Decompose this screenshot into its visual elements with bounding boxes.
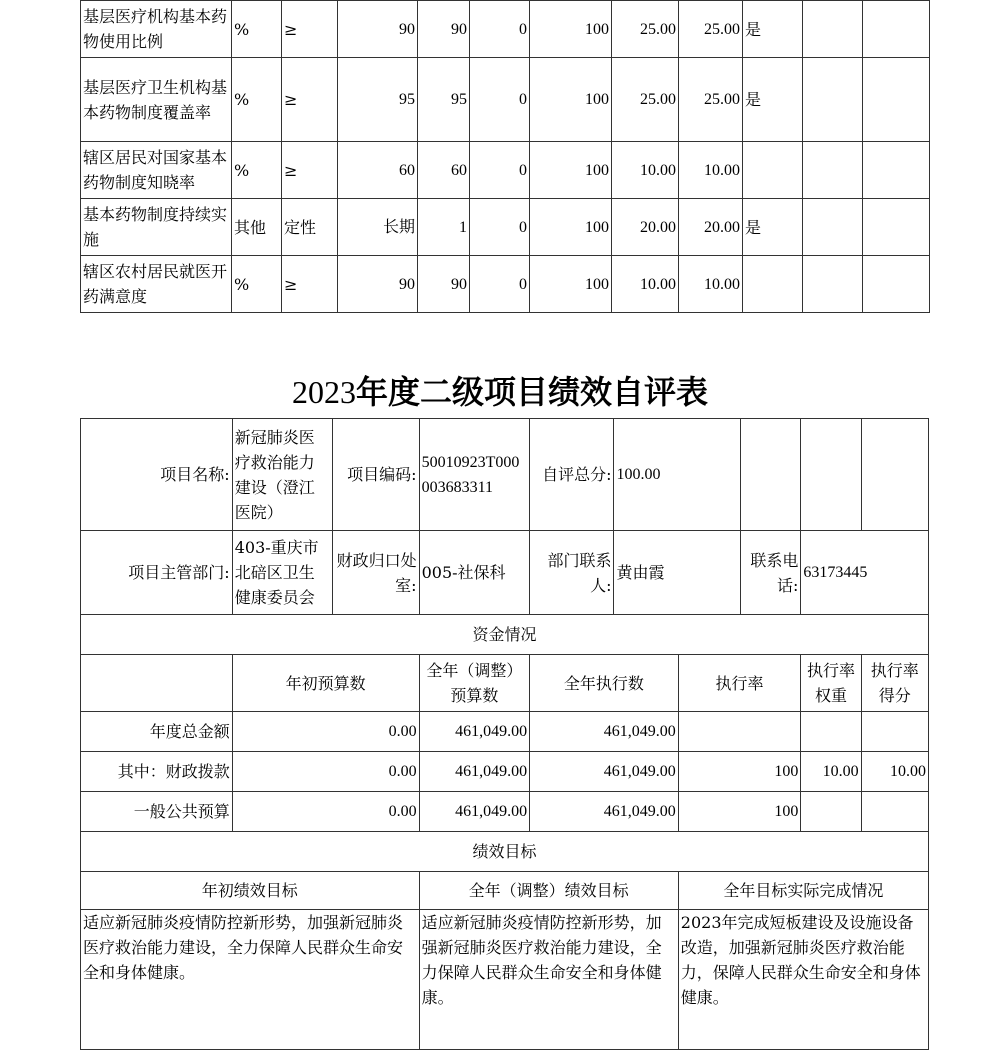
indicator-weight: 10.00	[612, 142, 679, 199]
indicator-actual: 60	[418, 142, 470, 199]
indicator-row	[81, 256, 930, 313]
indicator-operator: ≥	[282, 1, 338, 58]
funds-row-label: 其中：财政拨款	[81, 752, 233, 792]
indicator-target: 90	[338, 256, 418, 313]
indicator-operator: ≥	[282, 58, 338, 142]
funds-rate: 100	[678, 792, 801, 832]
indicator-operator: ≥	[282, 142, 338, 199]
funds-adjusted: 461,049.00	[419, 792, 530, 832]
funds-initial: 0.00	[232, 752, 419, 792]
title-text: 年度二级项目绩效自评表	[355, 373, 708, 411]
indicator-name: 辖区居民对国家基本药物制度知晓率	[81, 142, 232, 199]
indicator-table	[80, 0, 930, 313]
goals-actual-header: 全年目标实际完成情况	[678, 872, 928, 910]
phone-label: 联系电话:	[741, 531, 801, 615]
funds-rate: 100	[678, 752, 801, 792]
indicator-row	[81, 142, 930, 199]
indicator-unit: %	[232, 58, 282, 142]
indicator-deviation: 0	[470, 142, 530, 199]
goals-section-row	[81, 832, 929, 872]
indicator-name: 基层医疗卫生机构基本药物制度覆盖率	[81, 58, 232, 142]
empty-cell	[741, 419, 801, 531]
empty-cell	[863, 1, 930, 58]
indicator-target: 60	[338, 142, 418, 199]
funds-row-label: 年度总金额	[81, 712, 233, 752]
project-name-value: 新冠肺炎医疗救治能力建设（澄江医院）	[232, 419, 332, 531]
indicator-row	[81, 199, 930, 256]
funds-score	[861, 712, 928, 752]
indicator-name: 基层医疗机构基本药物使用比例	[81, 1, 232, 58]
indicator-row	[81, 58, 930, 142]
header-rate: 执行率	[678, 655, 801, 712]
indicator-unit: %	[232, 256, 282, 313]
indicator-rate: 100	[530, 58, 612, 142]
indicator-operator: ≥	[282, 256, 338, 313]
funds-adjusted: 461,049.00	[419, 712, 530, 752]
funds-header-row	[81, 655, 929, 712]
empty-cell	[863, 199, 930, 256]
indicator-score: 10.00	[679, 256, 743, 313]
project-code-label: 项目编码:	[333, 419, 419, 531]
funds-score	[861, 792, 928, 832]
header-score: 执行率得分	[861, 655, 928, 712]
self-score-label: 自评总分:	[530, 419, 614, 531]
contact-value: 黄由霞	[614, 531, 741, 615]
empty-cell	[803, 142, 863, 199]
indicator-target: 90	[338, 1, 418, 58]
empty-cell	[803, 1, 863, 58]
indicator-flag: 是	[743, 199, 803, 256]
goals-initial-header: 年初绩效目标	[81, 872, 420, 910]
empty-cell	[863, 58, 930, 142]
title-year: 2023	[291, 374, 356, 410]
indicator-deviation: 0	[470, 256, 530, 313]
funds-executed: 461,049.00	[530, 792, 679, 832]
funds-rate	[678, 712, 801, 752]
funds-section-row	[81, 615, 929, 655]
indicator-weight: 25.00	[612, 1, 679, 58]
goals-adjusted-text: 适应新冠肺炎疫情防控新形势，加强新冠肺炎医疗救治能力建设，全力保障人民群众生命安全和身体健康。	[419, 910, 678, 1050]
funds-row	[81, 792, 929, 832]
indicator-deviation: 0	[470, 1, 530, 58]
self-evaluation-table	[80, 418, 929, 1050]
goals-initial-text: 适应新冠肺炎疫情防控新形势，加强新冠肺炎医疗救治能力建设，全力保障人民群众生命安全和身体健康。	[81, 910, 420, 1050]
funds-adjusted: 461,049.00	[419, 752, 530, 792]
project-name-label: 项目名称:	[81, 419, 233, 531]
indicator-rate: 100	[530, 1, 612, 58]
funds-executed: 461,049.00	[530, 712, 679, 752]
empty-cell	[863, 142, 930, 199]
indicator-target: 长期	[338, 199, 418, 256]
funds-weight: 10.00	[801, 752, 861, 792]
goals-adjusted-header: 全年（调整）绩效目标	[419, 872, 678, 910]
funds-row	[81, 712, 929, 752]
indicator-rate: 100	[530, 199, 612, 256]
indicator-rate: 100	[530, 142, 612, 199]
indicator-score: 25.00	[679, 1, 743, 58]
indicator-weight: 25.00	[612, 58, 679, 142]
empty-cell	[803, 199, 863, 256]
empty-cell	[861, 419, 928, 531]
funds-executed: 461,049.00	[530, 752, 679, 792]
indicator-name: 基本药物制度持续实施	[81, 199, 232, 256]
project-info-row	[81, 419, 929, 531]
funds-row	[81, 752, 929, 792]
funds-weight	[801, 712, 861, 752]
indicator-actual: 90	[418, 256, 470, 313]
header-adjusted: 全年（调整）预算数	[419, 655, 530, 712]
funds-weight	[801, 792, 861, 832]
self-score-value: 100.00	[614, 419, 741, 531]
dept-info-row	[81, 531, 929, 615]
indicator-unit: %	[232, 1, 282, 58]
indicator-name: 辖区农村居民就医开药满意度	[81, 256, 232, 313]
indicator-table-body	[81, 1, 930, 313]
empty-cell	[863, 256, 930, 313]
header-weight: 执行率权重	[801, 655, 861, 712]
indicator-flag	[743, 142, 803, 199]
goals-section-title: 绩效目标	[81, 832, 929, 872]
indicator-flag	[743, 256, 803, 313]
header-initial: 年初预算数	[232, 655, 419, 712]
indicator-actual: 1	[418, 199, 470, 256]
indicator-weight: 20.00	[612, 199, 679, 256]
finance-label: 财政归口处室:	[333, 531, 419, 615]
empty-cell	[803, 256, 863, 313]
funds-initial: 0.00	[232, 792, 419, 832]
indicator-score: 10.00	[679, 142, 743, 199]
goals-actual-text: 2023年完成短板建设及设施设备改造，加强新冠肺炎医疗救治能力，保障人民群众生命安全和身体健康。	[678, 910, 928, 1050]
empty-cell	[801, 419, 861, 531]
contact-label: 部门联系人:	[530, 531, 614, 615]
indicator-score: 25.00	[679, 58, 743, 142]
funds-section-title: 资金情况	[81, 615, 929, 655]
indicator-operator: 定性	[282, 199, 338, 256]
dept-value: 403-重庆市北碚区卫生健康委员会	[232, 531, 332, 615]
indicator-target: 95	[338, 58, 418, 142]
empty-cell	[803, 58, 863, 142]
indicator-row	[81, 1, 930, 58]
phone-value: 63173445	[801, 531, 929, 615]
indicator-flag: 是	[743, 1, 803, 58]
indicator-flag: 是	[743, 58, 803, 142]
goals-header-row	[81, 872, 929, 910]
indicator-actual: 95	[418, 58, 470, 142]
indicator-actual: 90	[418, 1, 470, 58]
finance-value: 005-社保科	[419, 531, 530, 615]
indicator-weight: 10.00	[612, 256, 679, 313]
empty-cell	[81, 655, 233, 712]
project-code-value: 50010923T000003683311	[419, 419, 530, 531]
funds-row-label: 一般公共预算	[81, 792, 233, 832]
indicator-deviation: 0	[470, 58, 530, 142]
page-title	[0, 372, 1000, 412]
indicator-deviation: 0	[470, 199, 530, 256]
goals-content-row	[81, 910, 929, 1050]
dept-label: 项目主管部门:	[81, 531, 233, 615]
funds-score: 10.00	[861, 752, 928, 792]
funds-initial: 0.00	[232, 712, 419, 752]
indicator-rate: 100	[530, 256, 612, 313]
header-executed: 全年执行数	[530, 655, 679, 712]
indicator-unit: %	[232, 142, 282, 199]
indicator-unit: 其他	[232, 199, 282, 256]
indicator-score: 20.00	[679, 199, 743, 256]
